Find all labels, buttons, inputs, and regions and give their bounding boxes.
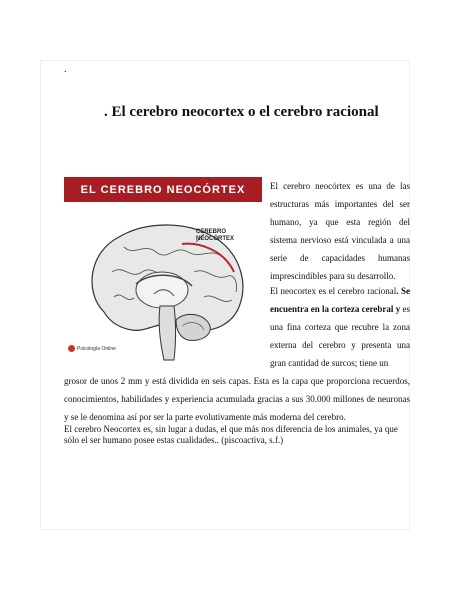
brainstem bbox=[159, 306, 175, 360]
paragraph-2-part-a: El neocortex es el cerebro racional bbox=[270, 286, 397, 296]
figure-label bbox=[196, 229, 234, 243]
paragraph-2-continued: grosor de unos 2 mm y está dividida en seis capas. Esta es la capa que proporciona recuerdos, conocimientos, habilidades y experiencia acumulada gracias a sus 30.000 millones de neuronas y se le denomina así por ser la parte evolutivamente más moderna del cerebro. bbox=[64, 376, 410, 422]
paragraph-2-part-c: y bbox=[395, 304, 401, 314]
figure-logo bbox=[68, 345, 116, 352]
neocortex-figure bbox=[64, 177, 262, 367]
paragraph-3: El cerebro Neocortex es, sin lugar a dudas, el que más nos diferencia de los animales, ya que sólo el ser humano posee estas cualidades.. (piscoactiva, s.f.) bbox=[64, 424, 398, 445]
figure-banner: EL CEREBRO NEOCÓRTEX bbox=[64, 177, 262, 202]
figure-label-line2: NEOCÓRTEX bbox=[196, 236, 235, 242]
brain-illustration bbox=[64, 202, 262, 367]
cerebellum bbox=[176, 314, 210, 340]
paragraph-1-text: El cerebro neocórtex es una de las estructuras más importantes del ser humano, ya que esta región del sistema nervioso está vinculada a una serie de capacidades humanas imprescindibles para su desarrollo. bbox=[270, 181, 410, 281]
section-heading: . El cerebro neocortex o el cerebro racional bbox=[104, 104, 379, 120]
paragraph-1 bbox=[270, 177, 410, 289]
paragraph-2-part-b: . Se encuentra en la corteza cerebral bbox=[270, 286, 411, 314]
figure-label-line1: CEREBRO bbox=[196, 229, 227, 235]
logo-icon bbox=[68, 345, 75, 352]
paragraph-2 bbox=[270, 282, 410, 372]
logo-text: Psicología Online bbox=[77, 345, 116, 352]
paragraph-2-part-d: es una fina corteza que recubre la zona externa del cerebro y presenta una gran cantidad de surcos; tiene un bbox=[270, 304, 410, 368]
stray-dot: . bbox=[64, 64, 67, 75]
